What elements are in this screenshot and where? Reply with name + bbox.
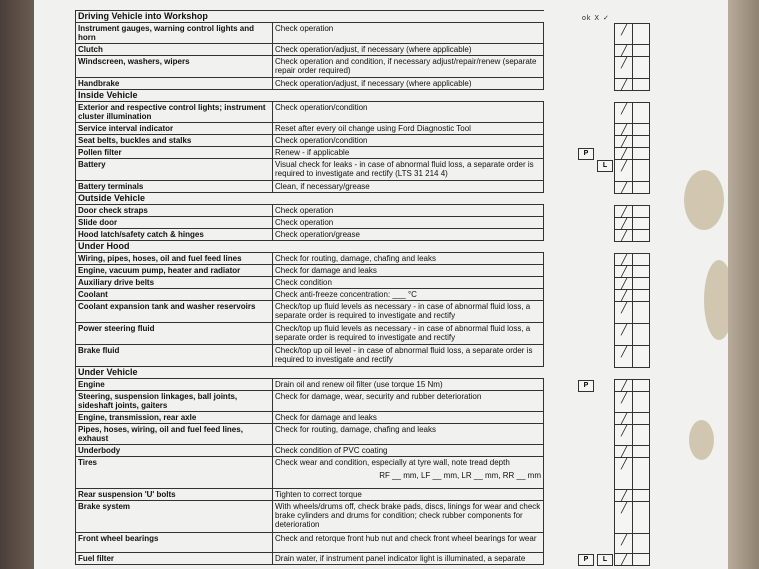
tick-mark: ╱ [621, 206, 628, 218]
service-checklist-table [75, 10, 544, 565]
checklist-row [76, 289, 544, 301]
item-label: Front wheel bearings [76, 533, 273, 553]
action-label: Check for damage and leaks [275, 266, 377, 275]
action-label: Check operation/grease [275, 230, 360, 239]
action-text [273, 489, 544, 501]
tick-mark: ╱ [621, 534, 628, 546]
action-label: Visual check for leaks - in case of abnormal fluid loss, a separate order is required to investigate and rectify (LTS 31 214 4) [275, 160, 534, 178]
tick-mark: ╱ [621, 79, 628, 91]
action-text [273, 553, 544, 565]
item-label: Wiring, pipes, hoses, oil and fuel feed lines [76, 253, 273, 265]
tick-mark: ╱ [621, 413, 628, 425]
action-text [273, 277, 544, 289]
action-text [273, 301, 544, 323]
check-cell[interactable] [615, 148, 649, 160]
item-label: Battery terminals [76, 181, 273, 193]
item-label: Coolant expansion tank and washer reservoirs [76, 301, 273, 323]
tick-mark: ╱ [621, 380, 628, 392]
tick-mark: ╱ [621, 302, 628, 314]
checklist-row [76, 253, 544, 265]
action-text [273, 289, 544, 301]
item-label: Exterior and respective control lights; instrument cluster illumination [76, 102, 273, 123]
checklist-row [76, 501, 544, 533]
tick-mark: ╱ [621, 57, 628, 69]
action-text [273, 205, 544, 217]
action-label: Check anti-freeze concentration: ___ °C [275, 290, 417, 299]
action-text [273, 123, 544, 135]
item-label: Instrument gauges, warning control lights and horn [76, 23, 273, 44]
checklist-row [76, 379, 544, 391]
check-cell[interactable] [615, 392, 649, 413]
checklist-row [76, 424, 544, 445]
item-label: Rear suspension 'U' bolts [76, 489, 273, 501]
check-cell[interactable] [615, 206, 649, 218]
legend [582, 14, 610, 22]
check-column-group [614, 379, 650, 566]
tag-l: L [597, 554, 613, 566]
checklist-row [76, 445, 544, 457]
action-text [273, 147, 544, 159]
section-title: Driving Vehicle into Workshop [76, 11, 273, 23]
tick-mark: ╱ [621, 45, 628, 57]
checklist-row [76, 102, 544, 123]
action-text [273, 412, 544, 424]
checklist-row [76, 44, 544, 56]
tick-mark: ╱ [621, 218, 628, 230]
action-label: Check for routing, damage, chafing and leaks [275, 425, 436, 434]
checklist-row [76, 229, 544, 241]
item-label: Windscreen, washers, wipers [76, 56, 273, 78]
section-header [76, 241, 544, 253]
tick-mark: ╱ [621, 103, 628, 115]
item-label: Coolant [76, 289, 273, 301]
check-cell[interactable] [615, 57, 649, 79]
action-label: Check for damage, wear, security and rubber deterioration [275, 392, 482, 401]
checklist-row [76, 489, 544, 501]
item-label: Engine [76, 379, 273, 391]
check-cell[interactable] [615, 136, 649, 148]
check-cell[interactable] [615, 346, 649, 367]
checklist-row [76, 23, 544, 44]
check-cell[interactable] [615, 324, 649, 346]
action-label: Check operation [275, 24, 334, 33]
action-label: With wheels/drums off, check brake pads, discs, linings for wear and check brake cylinders and drums for condition; check rubber components for deterioration [275, 502, 541, 529]
action-text [273, 135, 544, 147]
check-cell[interactable] [615, 266, 649, 278]
section-header [76, 90, 544, 102]
check-cell[interactable] [615, 425, 649, 446]
check-cell[interactable] [615, 254, 649, 266]
item-label: Pollen filter [76, 147, 273, 159]
action-text [273, 379, 544, 391]
checklist-row [76, 345, 544, 367]
item-label: Fuel filter [76, 553, 273, 565]
tick-mark: ╱ [621, 24, 628, 36]
check-cell[interactable] [615, 160, 649, 182]
check-cell[interactable] [615, 103, 649, 124]
section-blank [273, 241, 544, 253]
check-cell[interactable] [615, 380, 649, 392]
action-text [273, 78, 544, 90]
tick-mark: ╱ [621, 554, 628, 566]
tick-mark: ╱ [621, 160, 628, 172]
tag-p: P [578, 148, 594, 160]
section-blank [273, 367, 544, 379]
item-label: Slide door [76, 217, 273, 229]
checklist-row [76, 181, 544, 193]
action-label: Check/top up fluid levels as necessary - in case of abnormal fluid loss, a separate order is required to investigate and rectify [275, 302, 531, 320]
check-cell[interactable] [615, 45, 649, 57]
checklist-row [76, 217, 544, 229]
check-cell[interactable] [615, 24, 649, 45]
tick-mark: ╱ [621, 290, 628, 302]
checklist-row [76, 147, 544, 159]
checklist-row [76, 135, 544, 147]
checklist-row [76, 78, 544, 90]
item-label: Door check straps [76, 205, 273, 217]
action-text [273, 533, 544, 553]
check-cell[interactable] [615, 446, 649, 458]
checklist-row [76, 56, 544, 78]
tick-mark: ╱ [621, 136, 628, 148]
action-text [273, 102, 544, 123]
action-label: Check for routing, damage, chafing and leaks [275, 254, 436, 263]
item-label: Tires [76, 457, 273, 489]
tick-mark: ╱ [621, 425, 628, 437]
tick-mark: ╱ [621, 148, 628, 160]
checklist-row [76, 533, 544, 553]
item-label: Engine, transmission, rear axle [76, 412, 273, 424]
item-label: Steering, suspension linkages, ball joints, sideshaft joints, gaiters [76, 391, 273, 412]
check-cell[interactable] [615, 182, 649, 193]
action-label: Check for damage and leaks [275, 413, 377, 422]
legend-ok: ok [582, 15, 592, 22]
action-text [273, 181, 544, 193]
action-label: Check operation/condition [275, 103, 368, 112]
tick-mark: ╱ [621, 266, 628, 278]
action-text [273, 159, 544, 181]
action-label: Check operation [275, 218, 334, 227]
tag-l: L [597, 160, 613, 172]
check-cell[interactable] [615, 230, 649, 241]
tick-mark: ╱ [621, 182, 628, 194]
section-title: Outside Vehicle [76, 193, 273, 205]
legend-check: ✓ [602, 15, 610, 22]
check-cell[interactable] [615, 278, 649, 290]
action-text [273, 23, 544, 44]
action-label: Check operation/adjust, if necessary (where applicable) [275, 79, 472, 88]
checklist-row [76, 553, 544, 565]
action-label: Check operation [275, 206, 334, 215]
item-label: Handbrake [76, 78, 273, 90]
action-label: Check wear and condition, especially at tyre wall, note tread depth [275, 458, 510, 467]
item-label: Service interval indicator [76, 123, 273, 135]
check-cell[interactable] [615, 218, 649, 230]
item-label: Seat belts, buckles and stalks [76, 135, 273, 147]
check-cell[interactable] [615, 290, 649, 302]
action-text [273, 445, 544, 457]
check-column-group [614, 253, 650, 368]
item-label: Brake system [76, 501, 273, 533]
action-label: Drain water, if instrument panel indicator light is illuminated, a separate [275, 554, 526, 563]
section-blank [273, 90, 544, 102]
action-text [273, 56, 544, 78]
action-label: Drain oil and renew oil filter (use torque 15 Nm) [275, 380, 443, 389]
section-title: Under Hood [76, 241, 273, 253]
tick-mark: ╱ [621, 446, 628, 458]
section-title: Under Vehicle [76, 367, 273, 379]
action-label: Renew - if applicable [275, 148, 350, 157]
tick-mark: ╱ [621, 324, 628, 336]
tread-depth-line: RF __ mm, LF __ mm, LR __ mm, RR __ mm [379, 471, 541, 480]
section-blank [273, 11, 544, 23]
checklist-row [76, 301, 544, 323]
section-header [76, 193, 544, 205]
item-label: Power steering fluid [76, 323, 273, 345]
section-title: Inside Vehicle [76, 90, 273, 102]
action-label: Check operation/condition [275, 136, 368, 145]
action-label: Check condition of PVC coating [275, 446, 388, 455]
tick-mark: ╱ [621, 278, 628, 290]
action-label: Check operation and condition, if necessary adjust/repair/renew (separate repair order required) [275, 57, 537, 75]
action-text [273, 323, 544, 345]
checklist-row [76, 265, 544, 277]
item-label: Underbody [76, 445, 273, 457]
background-left [0, 0, 34, 569]
tick-mark: ╱ [621, 490, 628, 502]
check-column-group [614, 205, 650, 242]
action-text [273, 265, 544, 277]
action-label: Reset after every oil change using Ford Diagnostic Tool [275, 124, 471, 133]
check-cell[interactable] [615, 302, 649, 324]
background-right [728, 0, 759, 569]
tag-p: P [578, 554, 594, 566]
check-column-group [614, 102, 650, 194]
tick-mark: ╱ [621, 392, 628, 404]
action-text [273, 424, 544, 445]
check-cell[interactable] [615, 413, 649, 425]
check-cell[interactable] [615, 502, 649, 534]
action-label: Check and retorque front hub nut and check front wheel bearings for wear [275, 534, 537, 543]
item-label: Auxiliary drive belts [76, 277, 273, 289]
section-blank [273, 193, 544, 205]
action-text [273, 44, 544, 56]
section-header [76, 11, 544, 23]
check-cell[interactable] [615, 490, 649, 502]
check-cell[interactable] [615, 534, 649, 554]
tick-mark: ╱ [621, 502, 628, 514]
tick-mark: ╱ [621, 346, 628, 358]
checklist-row [76, 277, 544, 289]
action-text [273, 229, 544, 241]
action-text [273, 217, 544, 229]
checklist-row [76, 391, 544, 412]
tick-mark: ╱ [621, 254, 628, 266]
checklist-row [76, 457, 544, 489]
checklist-row [76, 159, 544, 181]
action-label: Check condition [275, 278, 332, 287]
tick-mark: ╱ [621, 230, 628, 242]
action-label: Check operation/adjust, if necessary (where applicable) [275, 45, 472, 54]
action-label: Tighten to correct torque [275, 490, 362, 499]
check-cell[interactable] [615, 554, 649, 565]
checklist-row [76, 123, 544, 135]
action-text [273, 457, 544, 489]
item-label: Engine, vacuum pump, heater and radiator [76, 265, 273, 277]
check-column-group [614, 23, 650, 91]
checklist-row [76, 323, 544, 345]
item-label: Battery [76, 159, 273, 181]
action-label: Check/top up fluid levels as necessary - in case of abnormal fluid loss, a separate order is required to investigate and rectify [275, 324, 531, 342]
item-label: Clutch [76, 44, 273, 56]
item-label: Brake fluid [76, 345, 273, 367]
action-label: Check/top up oil level - in case of abnormal fluid loss, a separate order is required to investigate and rectify [275, 346, 533, 364]
check-cell[interactable] [615, 458, 649, 490]
tick-mark: ╱ [621, 124, 628, 136]
item-label: Pipes, hoses, wiring, oil and fuel feed lines, exhaust [76, 424, 273, 445]
section-header [76, 367, 544, 379]
checklist-row [76, 205, 544, 217]
action-label: Clean, if necessary/grease [275, 182, 370, 191]
checklist-row [76, 412, 544, 424]
check-cell[interactable] [615, 124, 649, 136]
action-text [273, 345, 544, 367]
check-cell[interactable] [615, 79, 649, 90]
action-text [273, 253, 544, 265]
tag-p: P [578, 380, 594, 392]
action-text [273, 501, 544, 533]
action-text [273, 391, 544, 412]
item-label: Hood latch/safety catch & hinges [76, 229, 273, 241]
legend-x: X [594, 15, 601, 22]
tick-mark: ╱ [621, 458, 628, 470]
